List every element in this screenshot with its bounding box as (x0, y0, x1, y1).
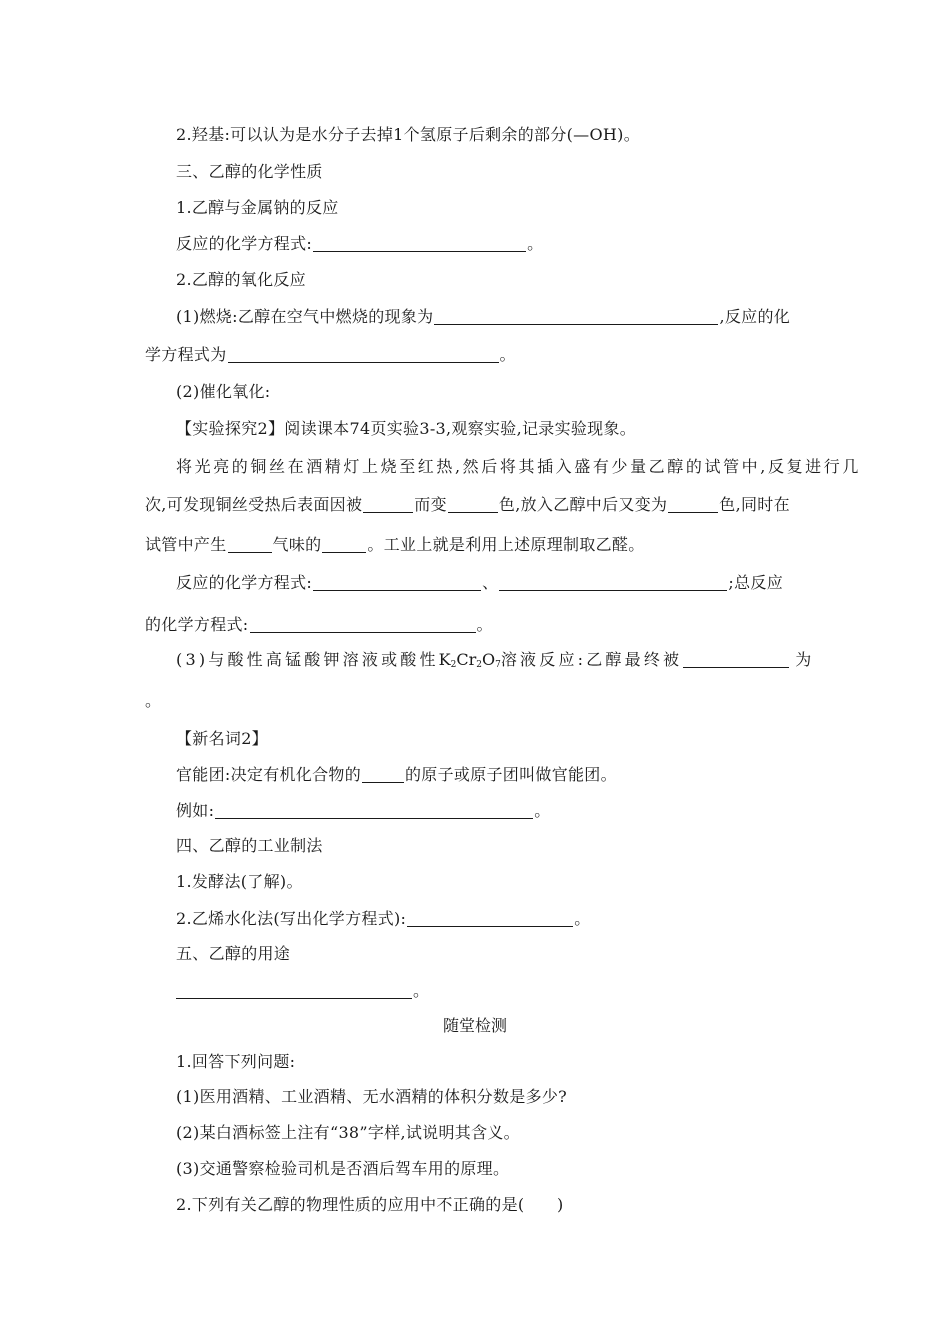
fill-blank[interactable] (228, 361, 499, 363)
text-line: 试管中产生 气味的 。工业上就是利用上述原理制取乙醛。 (145, 535, 645, 554)
text-line: 。 (145, 691, 162, 710)
fill-blank[interactable] (313, 250, 526, 252)
text-line: 2.乙烯水化法(写出化学方程式): 。 (176, 909, 591, 928)
fill-blank[interactable] (363, 511, 413, 513)
text-line: 1.发酵法(了解)。 (176, 872, 303, 891)
fill-blank[interactable] (215, 817, 533, 819)
section-heading: 四、乙醇的工业制法 (176, 836, 323, 855)
text-line: 反应的化学方程式: 、 ;总反应 (176, 573, 783, 592)
formula-k2cr2o7: $K_2Cr_2O_7$ (438, 650, 501, 670)
text-line: 的化学方程式: 。 (145, 615, 493, 634)
fill-blank[interactable] (322, 551, 366, 553)
text-line: 将光亮的铜丝在酒精灯上烧至红热,然后将其插入盛有少量乙醇的试管中,反复进行几 (176, 457, 861, 476)
text-line: (2)催化氧化: (176, 382, 271, 401)
fill-blank[interactable] (176, 997, 412, 999)
section-heading: 五、乙醇的用途 (176, 944, 291, 963)
fill-blank[interactable] (362, 781, 404, 783)
fill-blank[interactable] (499, 589, 727, 591)
subsection-heading: 2.乙醇的氧化反应 (176, 270, 306, 289)
fill-blank[interactable] (228, 551, 272, 553)
section-title: 随堂检测 (442, 1016, 507, 1035)
text-line: 反应的化学方程式: 。 (176, 234, 544, 253)
text-line: 次,可发现铜丝受热后表面因被 而变 色,放入乙醇中后又变为 色,同时在 (145, 495, 790, 514)
subsection-heading: 1.乙醇与金属钠的反应 (176, 198, 339, 217)
fill-blank[interactable] (448, 511, 498, 513)
fill-blank[interactable] (434, 323, 718, 325)
question-part: (2)某白酒标签上注有“38”字样,试说明其含义。 (176, 1123, 520, 1142)
text-line: 【实验探究2】阅读课本74页实验3-3,观察实验,记录实验现象。 (176, 419, 637, 438)
fill-blank[interactable] (313, 589, 481, 591)
question: 1.回答下列问题: (176, 1052, 296, 1071)
text-line: 2.羟基:可以认为是水分子去掉1个氢原子后剩余的部分(—OH)。 (176, 125, 640, 144)
fill-blank[interactable] (668, 511, 718, 513)
section-heading: 三、乙醇的化学性质 (176, 162, 323, 181)
question-part: (3)交通警察检验司机是否酒后驾车用的原理。 (176, 1159, 510, 1178)
text-line: (3)与酸性高锰酸钾溶液或酸性$K_2Cr_2O_7$溶液反应:乙醇最终被 为 (176, 650, 815, 670)
text-line: 官能团:决定有机化合物的 的原子或原子团叫做官能团。 (176, 765, 617, 784)
fill-blank[interactable] (407, 925, 573, 927)
text-line: (1)燃烧:乙醇在空气中燃烧的现象为 ,反应的化 (176, 307, 791, 326)
text-line: 学方程式为 。 (145, 345, 516, 364)
fill-blank[interactable] (683, 666, 789, 668)
text-line: 。 (176, 983, 429, 999)
text-line: 例如: 。 (176, 801, 551, 820)
fill-blank[interactable] (250, 631, 476, 633)
question: 2.下列有关乙醇的物理性质的应用中不正确的是( ) (176, 1195, 564, 1214)
question-part: (1)医用酒精、工业酒精、无水酒精的体积分数是多少? (176, 1087, 568, 1106)
term-heading: 【新名词2】 (176, 729, 268, 748)
